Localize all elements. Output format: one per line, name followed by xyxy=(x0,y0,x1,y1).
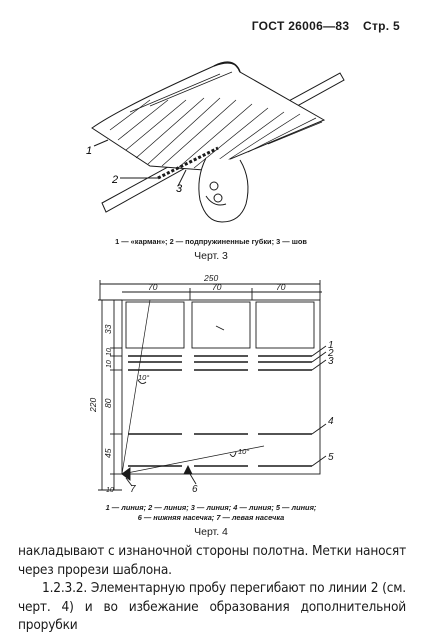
figure-4-legend-line-1: 1 — линия; 2 — линия; 3 — линия; 4 — линия; 5 — линия; xyxy=(105,503,317,512)
figure-4-title: Черт. 4 xyxy=(194,526,228,538)
dim-total-height: 220 xyxy=(88,397,98,412)
figure-4-legend xyxy=(0,503,422,523)
fig4-label-2: 2 xyxy=(328,348,334,359)
dim-col-1: 70 xyxy=(148,282,158,292)
fig3-label-2: 2 xyxy=(112,174,119,186)
dim-total-width: 250 xyxy=(204,273,219,283)
figure-3-title: Черт. 3 xyxy=(194,250,228,262)
window-mark xyxy=(216,326,224,330)
dim-left-80: 80 xyxy=(103,398,113,408)
dim-left-45: 45 xyxy=(103,448,113,458)
dim-left-10a: 10 xyxy=(106,348,113,356)
dim-left-10c: 10 xyxy=(106,487,114,494)
page-number: Стр. 5 xyxy=(362,19,400,33)
dim-col-2: 70 xyxy=(212,282,222,292)
slot-lines xyxy=(128,356,312,466)
fig4-label-1: 1 xyxy=(328,340,334,351)
window-middle xyxy=(192,302,250,348)
fig4-label-6: 6 xyxy=(192,484,198,495)
window-right xyxy=(256,302,314,348)
standard-number: ГОСТ 26006—83 xyxy=(251,19,350,33)
dim-left-33: 33 xyxy=(103,324,113,334)
paragraph-2: 1.2.3.2. Элементарную пробу перегибают по линии 2 (см. черт. 4) и во избежание образования дополнительной прорубки xyxy=(18,580,406,633)
angle-label-2: 10° xyxy=(238,447,250,456)
angle-label-1: 10° xyxy=(138,373,150,382)
fig4-label-4: 4 xyxy=(328,416,334,427)
template-outline xyxy=(122,300,320,474)
fig4-label-5: 5 xyxy=(328,452,334,463)
figure-4-legend-line-2: 6 — нижняя насечка; 7 — левая насечка xyxy=(137,513,285,522)
dim-col-3: 70 xyxy=(276,282,286,292)
paragraph-1: накладывают с изнаночной стороны полотна. Метки наносят через прорези шаблона. xyxy=(18,543,406,578)
dim-left-10b: 10 xyxy=(106,360,113,368)
body-text xyxy=(18,542,406,635)
figure-3-legend: 1 — «карман»; 2 — подпружиненные губки; 3 — шов xyxy=(115,237,307,246)
fig3-label-3: 3 xyxy=(176,183,183,195)
fig4-label-7: 7 xyxy=(130,484,136,495)
fig3-label-1: 1 xyxy=(86,145,93,157)
fig4-label-3: 3 xyxy=(328,356,334,367)
window-left xyxy=(126,302,184,348)
bottom-notch xyxy=(184,466,192,474)
